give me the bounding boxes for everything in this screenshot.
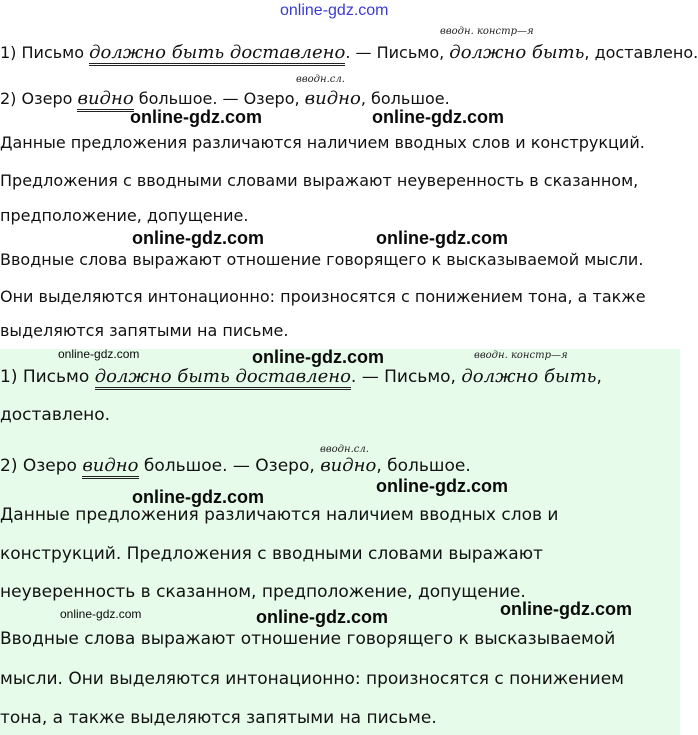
watermark-small: online-gdz.com [58, 347, 140, 361]
watermark: online-gdz.com [132, 487, 264, 507]
intro-construction: должно быть [449, 42, 585, 63]
watermark: online-gdz.com [372, 107, 504, 127]
predicate-phrase: должно быть доставлено [89, 42, 345, 66]
paragraph-line: тона, а также выделяются запятыми на письме. [0, 708, 437, 728]
paragraph-line: неуверенность в сказанном, предположение, допущение. [0, 582, 526, 602]
sentence-1: 1) Письмо должно быть доставлено. — Письмо, должно быть, доставлено. [0, 42, 698, 63]
predicate-phrase: должно быть доставлено [95, 366, 351, 390]
paragraph-line: Вводные слова выражают отношение говорящего к высказываемой мысли. [0, 250, 644, 269]
sentence-1-continuation: доставлено. [0, 405, 111, 425]
watermark: online-gdz.com [376, 228, 508, 248]
watermark-small: online-gdz.com [60, 607, 142, 621]
watermark-top: online-gdz.com [280, 2, 389, 19]
watermark: online-gdz.com [132, 228, 264, 248]
sentence-2: 2) Озеро видно большое. — Озеро, видно, большое. [0, 455, 471, 476]
watermark: online-gdz.com [256, 607, 388, 627]
note-intro-construction: вводн. констр—я [440, 26, 534, 37]
intro-construction: должно быть [461, 366, 597, 387]
watermark: online-gdz.com [500, 599, 632, 619]
intro-word: видно [304, 88, 361, 109]
paragraph-line: Данные предложения различаются наличием вводных слов и конструкций. [0, 133, 645, 152]
paragraph-line: Вводные слова выражают отношение говорящего к высказываемой [0, 629, 616, 649]
sentence-2: 2) Озеро видно большое. — Озеро, видно, большое. [0, 88, 450, 109]
note-intro-construction: вводн. констр—я [474, 350, 568, 361]
sentence-1: 1) Письмо должно быть доставлено. — Письмо, должно быть, [0, 366, 602, 387]
paragraph-line: Данные предложения различаются наличием вводных слов и [0, 505, 559, 525]
predicate-word: видно [82, 455, 138, 479]
paragraph-line: мысли. Они выделяются интонационно: произносятся с понижением [0, 669, 624, 689]
paragraph-line: Они выделяются интонационно: произносятся с понижением тона, а также [0, 287, 646, 306]
watermark: online-gdz.com [130, 107, 262, 127]
paragraph-line: конструкций. Предложения с вводными словами выражают [0, 544, 543, 564]
watermark: online-gdz.com [376, 476, 508, 496]
note-intro-word: вводн.сл. [320, 444, 369, 455]
paragraph-line: предположение, допущение. [0, 206, 249, 225]
watermark: online-gdz.com [252, 347, 384, 367]
paragraph-line: выделяются запятыми на письме. [0, 321, 289, 340]
note-intro-word: вводн.сл. [296, 74, 345, 85]
predicate-word: видно [77, 88, 133, 112]
intro-word: видно [320, 455, 377, 476]
paragraph-line: Предложения с вводными словами выражают неуверенность в сказанном, [0, 171, 639, 190]
